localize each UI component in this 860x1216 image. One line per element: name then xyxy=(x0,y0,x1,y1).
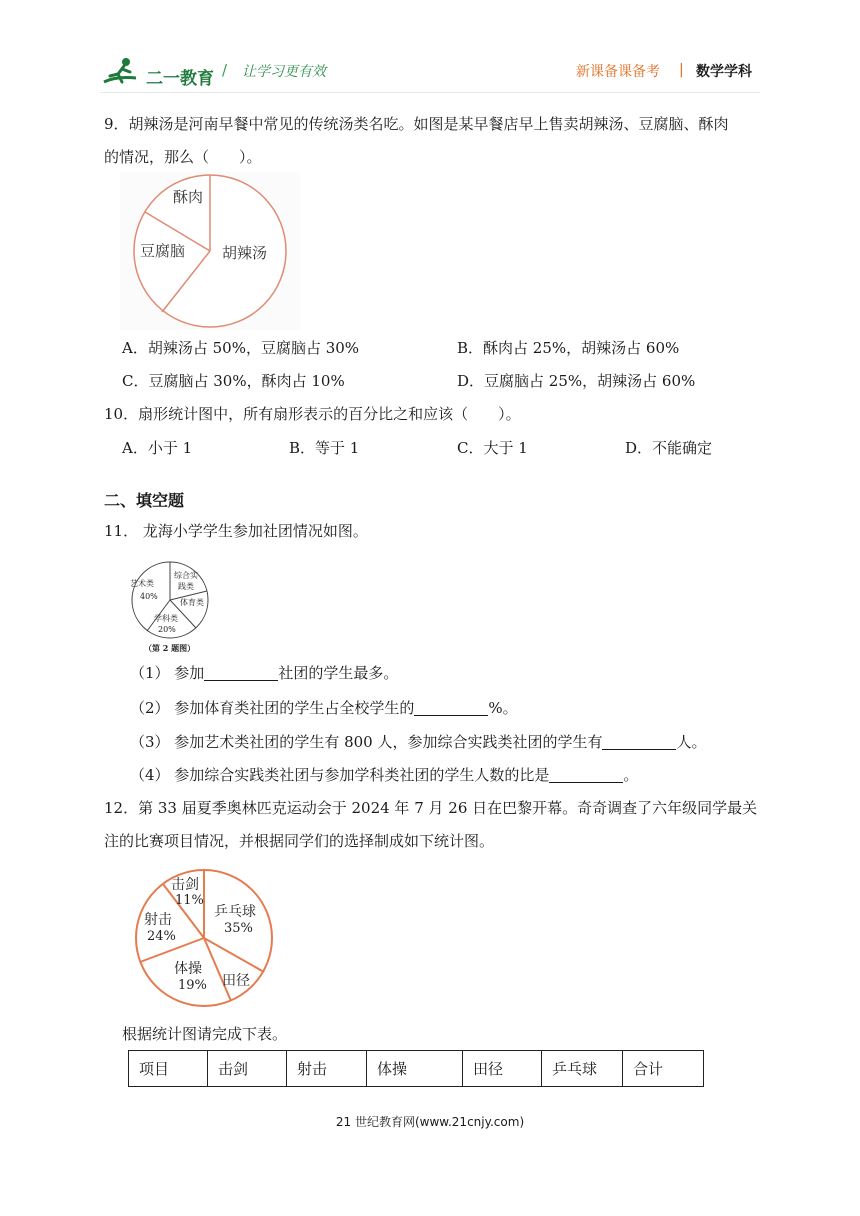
q12-label-fencing: 击剑 xyxy=(171,877,199,893)
table-cell-fencing: 击剑 xyxy=(208,1051,287,1087)
q11-sub3-prefix: （3） 参加艺术类社团的学生有 800 人，参加综合实践类社团的学生有 xyxy=(130,733,603,751)
q10-option-d[interactable]: D．不能确定 xyxy=(625,439,713,457)
q10-option-b[interactable]: B．等于 1 xyxy=(289,439,360,457)
q9-option-a[interactable]: A．胡辣汤占 50%，豆腐脑占 30% xyxy=(122,339,360,357)
q10-option-c[interactable]: C．大于 1 xyxy=(457,439,528,457)
q12-label-shooting-pct: 24% xyxy=(147,929,176,944)
q11-label-practice2: 践类 xyxy=(178,582,194,591)
header-divider xyxy=(100,92,760,93)
q10-text: 10．扇形统计图中，所有扇形表示的百分比之和应该（ ）。 xyxy=(104,405,521,423)
q11-label-subject-pct: 20% xyxy=(158,625,176,634)
table-cell-pingpong: 乒乓球 xyxy=(542,1051,623,1087)
q12-label-pingpong: 乒乓球 xyxy=(214,904,256,920)
q9-option-d[interactable]: D．豆腐脑占 25%，胡辣汤占 60% xyxy=(457,372,696,390)
q11-sub1-prefix: （1） 参加 xyxy=(130,664,205,682)
q11-sub3-blank[interactable] xyxy=(602,733,676,750)
table-cell-total: 合计 xyxy=(623,1051,704,1087)
q11-sub4-suffix: 。 xyxy=(623,766,639,784)
q9-label-doufunao: 豆腐脑 xyxy=(140,242,186,260)
q12-label-shooting: 射击 xyxy=(144,912,172,928)
header-course-label: 新课备课备考 xyxy=(576,64,660,80)
q12-text-line1: 12．第 33 届夏季奥林匹克运动会于 2024 年 7 月 26 日在巴黎开幕。奇奇调查了六年级同学最关 xyxy=(104,799,758,817)
q12-label-gymnastics-pct: 19% xyxy=(178,978,207,993)
header-separator: | xyxy=(679,62,684,78)
q11-sub1-blank[interactable] xyxy=(204,664,278,681)
table-cell-gymnastics: 体操 xyxy=(367,1051,463,1087)
section-title-fill-blank: 二、填空题 xyxy=(104,491,185,510)
q12-label-fencing-pct: 11% xyxy=(175,893,204,908)
q11-label-practice: 综合实 xyxy=(174,571,198,580)
q11-sub4-blank[interactable] xyxy=(549,766,623,783)
q11-label-art: 艺术类 xyxy=(130,579,154,588)
brand-name: 二一教育 xyxy=(146,69,214,89)
q9-option-b[interactable]: B．酥肉占 25%，胡辣汤占 60% xyxy=(457,339,680,357)
table-cell-item: 项目 xyxy=(129,1051,208,1087)
q9-label-suro: 酥肉 xyxy=(173,188,204,206)
q9-text-line1: 9．胡辣汤是河南早餐中常见的传统汤类名吃。如图是某早餐店早上售卖胡辣汤、豆腐脑、酥肉 xyxy=(104,115,729,133)
q11-pie-chart xyxy=(120,560,220,656)
q11-sub1 xyxy=(130,663,398,683)
q11-sub3 xyxy=(130,732,707,752)
q12-table xyxy=(128,1050,704,1087)
q11-sub2 xyxy=(130,698,518,718)
q11-label-art-pct: 40% xyxy=(140,592,158,601)
q12-table-intro: 根据统计图请完成下表。 xyxy=(122,1025,288,1043)
q11-label-subject: 学科类 xyxy=(154,614,178,623)
q11-sub3-suffix: 人。 xyxy=(676,733,707,751)
q11-label-sports: 体育类 xyxy=(180,598,204,607)
runner-logo-icon xyxy=(100,56,140,88)
header-subject: 数学学科 xyxy=(696,64,752,80)
table-cell-shooting: 射击 xyxy=(287,1051,367,1087)
q11-sub2-prefix: （2） 参加体育类社团的学生占全校学生的 xyxy=(130,699,415,717)
page-footer: 21 世纪教育网(www.21cnjy.com) xyxy=(335,1115,525,1129)
table-cell-track: 田径 xyxy=(463,1051,542,1087)
table-row xyxy=(129,1051,704,1087)
q11-sub4-prefix: （4） 参加综合实践类社团与参加学科类社团的学生人数的比是 xyxy=(130,766,550,784)
q12-pie-chart xyxy=(128,862,276,1010)
q12-label-track: 田径 xyxy=(222,973,250,989)
q11-sub2-blank[interactable] xyxy=(414,699,488,716)
q9-text-line2: 的情况，那么（ ）。 xyxy=(104,148,262,166)
q10-option-a[interactable]: A．小于 1 xyxy=(122,439,193,457)
q12-label-gymnastics: 体操 xyxy=(174,961,202,977)
q12-label-pingpong-pct: 35% xyxy=(224,921,253,936)
q9-pie-chart xyxy=(120,172,300,330)
q9-label-hulatang: 胡辣汤 xyxy=(222,244,268,262)
q11-sub2-suffix: %。 xyxy=(488,699,518,717)
slogan-separator: / xyxy=(222,61,228,79)
q11-sub4 xyxy=(130,765,638,785)
q11-text: 11． 龙海小学学生参加社团情况如图。 xyxy=(104,522,368,540)
q12-text-line2: 注的比赛项目情况，并根据同学们的选择制成如下统计图。 xyxy=(104,832,495,850)
q9-option-c[interactable]: C．豆腐脑占 30%，酥肉占 10% xyxy=(122,372,345,390)
q11-chart-caption: （第 2 题图） xyxy=(144,643,196,653)
q11-sub1-suffix: 社团的学生最多。 xyxy=(278,664,399,682)
slogan: 让学习更有效 xyxy=(242,64,326,80)
